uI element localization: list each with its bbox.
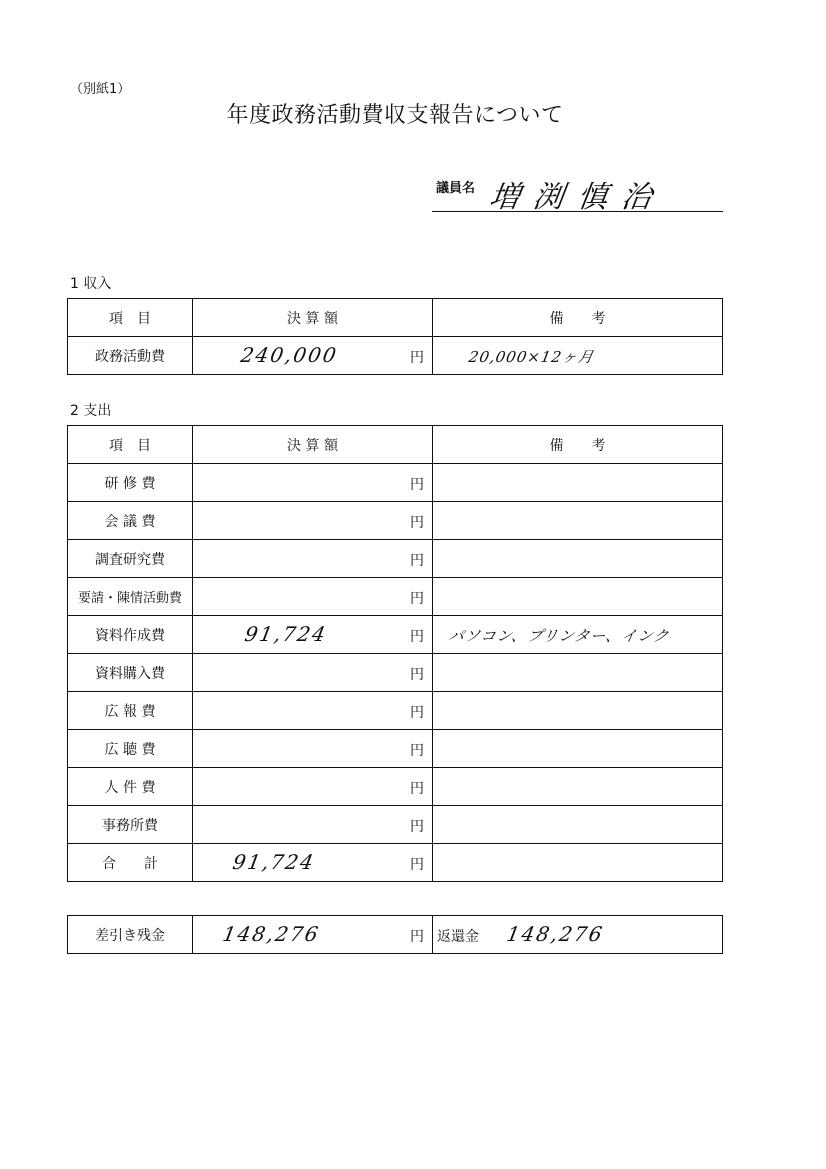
expense-remarks-cell <box>433 654 723 692</box>
expense-amount: 91,724 <box>242 622 330 646</box>
yen-unit: 円 <box>410 929 424 945</box>
expense-row <box>68 502 723 540</box>
expense-item: 合 計 <box>68 844 193 882</box>
expense-item: 資料作成費 <box>68 616 193 654</box>
balance-row <box>68 916 723 954</box>
header-amount: 決 算 額 <box>193 299 433 337</box>
header-item: 項 目 <box>68 299 193 337</box>
expense-amount-cell <box>193 692 433 730</box>
expense-amount-cell <box>193 578 433 616</box>
return-amount: 148,276 <box>504 922 606 946</box>
yen-unit: 円 <box>410 553 424 569</box>
expense-table <box>67 425 723 882</box>
balance-label: 差引き残金 <box>68 916 193 954</box>
expense-item: 要請・陳情活動費 <box>68 578 193 616</box>
income-remarks-cell <box>433 337 723 375</box>
expense-amount-cell <box>193 768 433 806</box>
balance-table <box>67 915 723 954</box>
expense-remarks: パソコン、プリンター、インク <box>447 627 671 645</box>
expense-amount-cell <box>193 844 433 882</box>
income-section-title: 1 収入 <box>70 276 112 292</box>
expense-remarks-cell <box>433 806 723 844</box>
expense-row <box>68 578 723 616</box>
expense-amount-cell <box>193 616 433 654</box>
expense-row <box>68 730 723 768</box>
yen-unit: 円 <box>410 781 424 797</box>
yen-unit: 円 <box>410 743 424 759</box>
expense-row <box>68 616 723 654</box>
expense-item: 資料購入費 <box>68 654 193 692</box>
expense-amount-cell <box>193 806 433 844</box>
attachment-note: （別紙1） <box>70 82 131 97</box>
yen-unit: 円 <box>410 591 424 607</box>
yen-unit: 円 <box>410 350 424 366</box>
expense-row <box>68 768 723 806</box>
header-remarks: 備 考 <box>433 299 723 337</box>
expense-row <box>68 806 723 844</box>
expense-remarks-cell <box>433 464 723 502</box>
expense-row <box>68 692 723 730</box>
yen-unit: 円 <box>410 667 424 683</box>
income-amount: 240,000 <box>238 343 340 367</box>
yen-unit: 円 <box>410 857 424 873</box>
return-label: 返還金 <box>437 929 479 945</box>
expense-header-row <box>68 426 723 464</box>
expense-remarks-cell <box>433 844 723 882</box>
income-table <box>67 298 723 375</box>
balance-amount-cell <box>193 916 433 954</box>
member-label: 議員名 <box>436 181 476 196</box>
income-item: 政務活動費 <box>68 337 193 375</box>
header-amount: 決 算 額 <box>193 426 433 464</box>
header-remarks: 備 考 <box>433 426 723 464</box>
expense-remarks-cell <box>433 616 723 654</box>
expense-remarks-cell <box>433 502 723 540</box>
expense-amount-cell <box>193 654 433 692</box>
expense-remarks-cell <box>433 578 723 616</box>
income-row <box>68 337 723 375</box>
expense-item: 広 報 費 <box>68 692 193 730</box>
member-name-signature: 増渕慎治 <box>487 180 668 215</box>
expense-amount-cell <box>193 540 433 578</box>
expense-row <box>68 654 723 692</box>
yen-unit: 円 <box>410 819 424 835</box>
expense-item: 広 聴 費 <box>68 730 193 768</box>
yen-unit: 円 <box>410 515 424 531</box>
expense-row <box>68 540 723 578</box>
expense-amount: 91,724 <box>230 850 318 874</box>
yen-unit: 円 <box>410 705 424 721</box>
expense-remarks-cell <box>433 730 723 768</box>
expense-item: 調査研究費 <box>68 540 193 578</box>
balance-amount: 148,276 <box>220 922 322 946</box>
expense-amount-cell <box>193 464 433 502</box>
expense-amount-cell <box>193 502 433 540</box>
expense-remarks-cell <box>433 768 723 806</box>
income-amount-cell <box>193 337 433 375</box>
yen-unit: 円 <box>410 477 424 493</box>
expense-row <box>68 844 723 882</box>
expense-item: 会 議 費 <box>68 502 193 540</box>
income-remarks: 20,000×12ヶ月 <box>467 348 596 366</box>
page-title: 年度政務活動費収支報告について <box>226 103 564 128</box>
income-header-row <box>68 299 723 337</box>
expense-item: 人 件 費 <box>68 768 193 806</box>
expense-row <box>68 464 723 502</box>
header-item: 項 目 <box>68 426 193 464</box>
expense-item: 事務所費 <box>68 806 193 844</box>
yen-unit: 円 <box>410 629 424 645</box>
expense-section-title: 2 支出 <box>70 403 112 419</box>
return-cell <box>433 916 723 954</box>
expense-item: 研 修 費 <box>68 464 193 502</box>
signature-line <box>432 211 723 212</box>
expense-remarks-cell <box>433 692 723 730</box>
expense-amount-cell <box>193 730 433 768</box>
expense-remarks-cell <box>433 540 723 578</box>
